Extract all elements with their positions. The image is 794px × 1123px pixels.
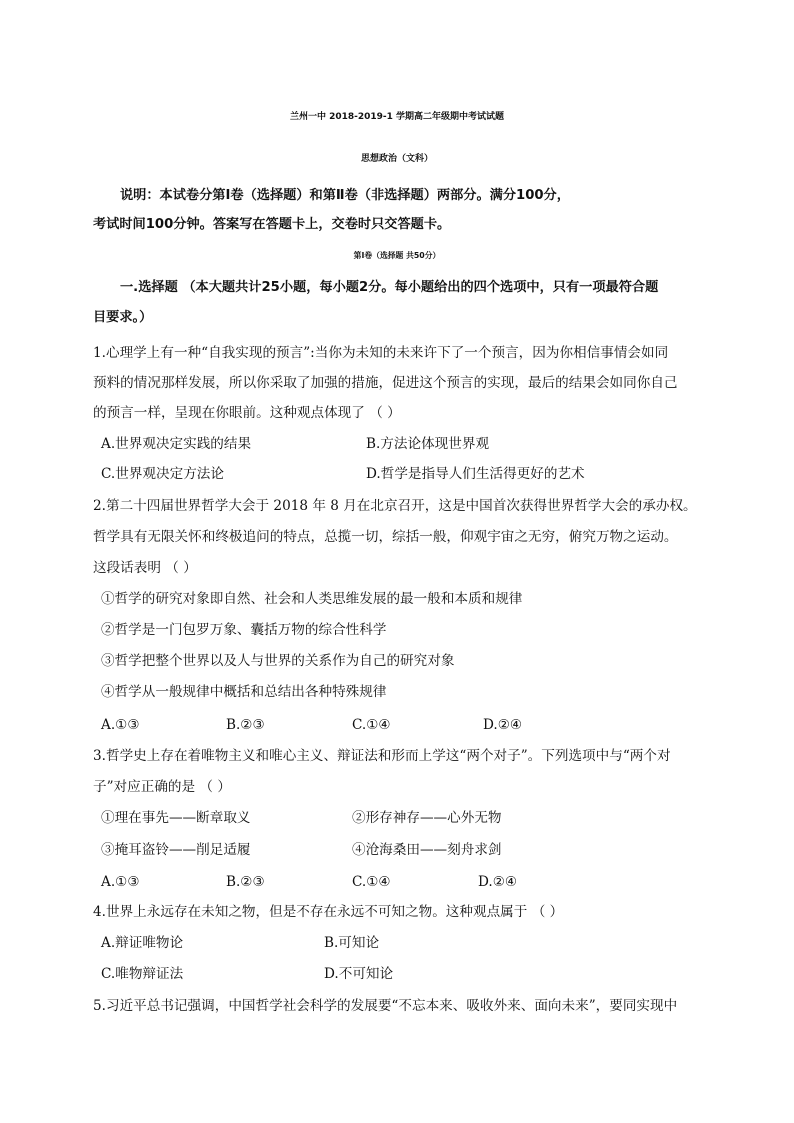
q2-statement-3: ③哲学把整个世界以及人与世界的关系作为自己的研究对象 bbox=[101, 653, 455, 669]
q3-option-d: D.②④ bbox=[478, 874, 518, 890]
q1-option-a: A.世界观决定实践的结果 bbox=[101, 436, 252, 452]
q2-option-b: B.②③ bbox=[226, 717, 265, 733]
q5-stem-line-1: 5.习近平总书记强调，中国哲学社会科学的发展要“不忘本来、吸收外来、面向未来”，要同实现中 bbox=[93, 998, 678, 1014]
q1-stem-line-1: 1.心理学上有一种“自我实现的预言”:当你为未知的未来许下了一个预言，因为你相信事情会如同 bbox=[93, 345, 669, 361]
q3-option-b: B.②③ bbox=[226, 874, 265, 890]
q3-statement-1: ①理在事先——断章取义 bbox=[101, 810, 251, 826]
exam-subtitle: 思想政治（文科） bbox=[360, 154, 433, 164]
q2-option-d: D.②④ bbox=[483, 717, 523, 733]
q2-option-c: C.①④ bbox=[352, 717, 391, 733]
q3-statement-4: ④沧海桑田——刻舟求剑 bbox=[352, 842, 502, 858]
exam-title: 兰州一中 2018-2019-1 学期高二年级期中考试试题 bbox=[289, 112, 505, 122]
q4-option-b: B.可知论 bbox=[324, 935, 380, 951]
q3-stem-line-1: 3.哲学史上存在着唯物主义和唯心主义、辩证法和形而上学这“两个对子”。下列选项中与“两个对 bbox=[93, 748, 671, 764]
part1-heading: 第Ⅰ卷（选择题 共50分） bbox=[353, 251, 441, 260]
section-instructions-line-2: 目要求。） bbox=[93, 310, 153, 325]
q4-stem-line-1: 4.世界上永远存在未知之物，但是不存在永远不可知之物。这种观点属于 （ ） bbox=[93, 904, 564, 920]
instructions-line-1: 说明：本试卷分第Ⅰ卷（选择题）和第Ⅱ卷（非选择题）两部分。满分100分， bbox=[120, 188, 570, 203]
q2-statement-4: ④哲学从一般规律中概括和总结出各种特殊规律 bbox=[101, 684, 387, 700]
q1-stem-line-2: 预料的情况那样发展，所以你采取了加强的措施，促进这个预言的实现，最后的结果会如同你自己 bbox=[93, 375, 678, 391]
q3-option-a: A.①③ bbox=[101, 874, 140, 890]
instructions-line-2: 考试时间100分钟。答案写在答题卡上，交卷时只交答题卡。 bbox=[93, 217, 451, 232]
section-instructions-line-1: 一.选择题 （本大题共计25小题，每小题2分。每小题给出的四个选项中，只有一项最符合题 bbox=[120, 280, 659, 295]
q4-option-c: C.唯物辩证法 bbox=[101, 966, 184, 982]
q1-option-c: C.世界观决定方法论 bbox=[101, 466, 224, 482]
q2-statement-2: ②哲学是一门包罗万象、囊括万物的综合性科学 bbox=[101, 622, 387, 638]
q3-statement-3: ③掩耳盗铃——削足适履 bbox=[101, 842, 251, 858]
q2-stem-line-1: 2.第二十四届世界哲学大会于 2018 年 8 月在北京召开，这是中国首次获得世界哲学大会的承办权。 bbox=[93, 498, 697, 514]
q2-stem-line-3: 这段话表明 （ ） bbox=[93, 560, 197, 576]
q2-option-a: A.①③ bbox=[101, 717, 140, 733]
q4-option-d: D.不可知论 bbox=[324, 966, 394, 982]
q1-option-b: B.方法论体现世界观 bbox=[366, 436, 490, 452]
q1-option-d: D.哲学是指导人们生活得更好的艺术 bbox=[366, 466, 585, 482]
q3-option-c: C.①④ bbox=[352, 874, 391, 890]
q3-stem-line-2: 子”对应正确的是 （ ） bbox=[93, 779, 231, 795]
q2-stem-line-2: 哲学具有无限关怀和终极追问的特点，总揽一切，综括一般，仰观宇宙之无穷，俯究万物之运动。 bbox=[93, 529, 678, 545]
q4-option-a: A.辩证唯物论 bbox=[101, 935, 184, 951]
q1-stem-line-3: 的预言一样，呈现在你眼前。这种观点体现了 （ ） bbox=[93, 405, 401, 421]
q2-statement-1: ①哲学的研究对象即自然、社会和人类思维发展的最一般和本质和规律 bbox=[101, 591, 523, 607]
q3-statement-2: ②形存神存——心外无物 bbox=[352, 810, 502, 826]
